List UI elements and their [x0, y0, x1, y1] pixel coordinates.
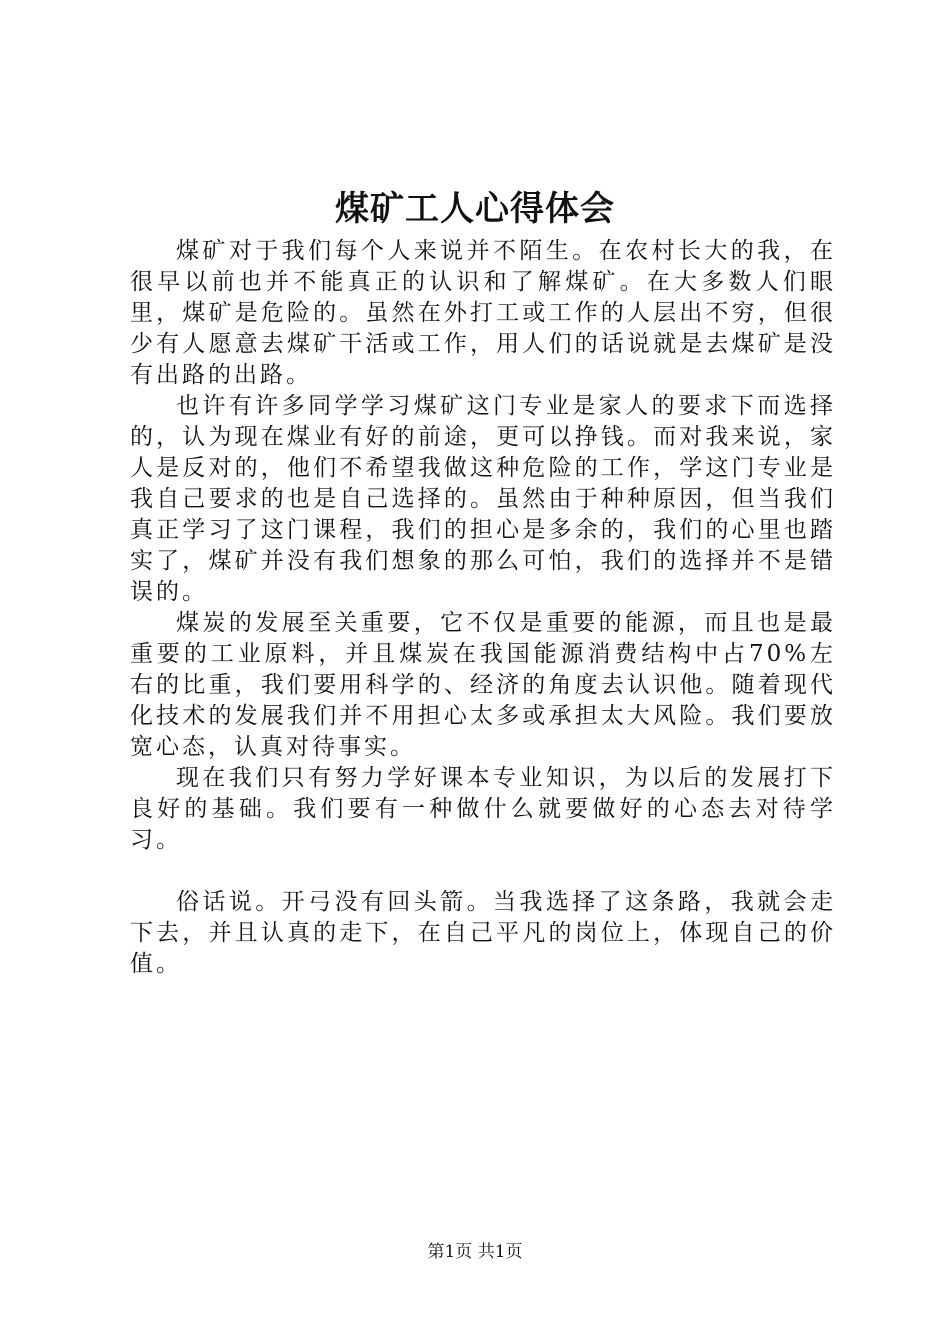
document-body	[130, 236, 836, 980]
paragraph-2: 也许有许多同学学习煤矿这门专业是家人的要求下而选择的，认为现在煤业有好的前途，更可以挣钱。而对我来说，家人是反对的，他们不希望我做这种危险的工作，学这门专业是我自己要求的也是自己选择的。虽然由于种种原因，但当我们真正学习了这门课程，我们的担心是多余的，我们的心里也踏实了，煤矿并没有我们想象的那么可怕，我们的选择并不是错误的。	[130, 393, 836, 605]
paragraph-5: 俗话说。开弓没有回头箭。当我选择了这条路，我就会走下去，并且认真的走下，在自己平凡的岗位上，体现自己的价值。	[130, 889, 836, 977]
paragraph-3: 煤炭的发展至关重要，它不仅是重要的能源，而且也是最重要的工业原料，并且煤炭在我国能源消费结构中占70%左右的比重，我们要用科学的、经济的角度去认识他。随着现代化技术的发展我们并不用担心太多或承担太大风险。我们要放宽心态，认真对待事实。	[130, 610, 836, 760]
paragraph-1: 煤矿对于我们每个人来说并不陌生。在农村长大的我，在很早以前也并不能真正的认识和了解煤矿。在大多数人们眼里，煤矿是危险的。虽然在外打工或工作的人层出不穷，但很少有人愿意去煤矿干活或工作，用人们的话说就是去煤矿是没有出路的出路。	[130, 238, 836, 388]
document-title: 煤矿工人心得体会	[335, 189, 615, 229]
page-footer: 第1页 共1页	[427, 1242, 523, 1262]
paragraph-4: 现在我们只有努力学好课本专业知识，为以后的发展打下良好的基础。我们要有一种做什么就要做好的心态去对待学习。	[130, 765, 836, 853]
